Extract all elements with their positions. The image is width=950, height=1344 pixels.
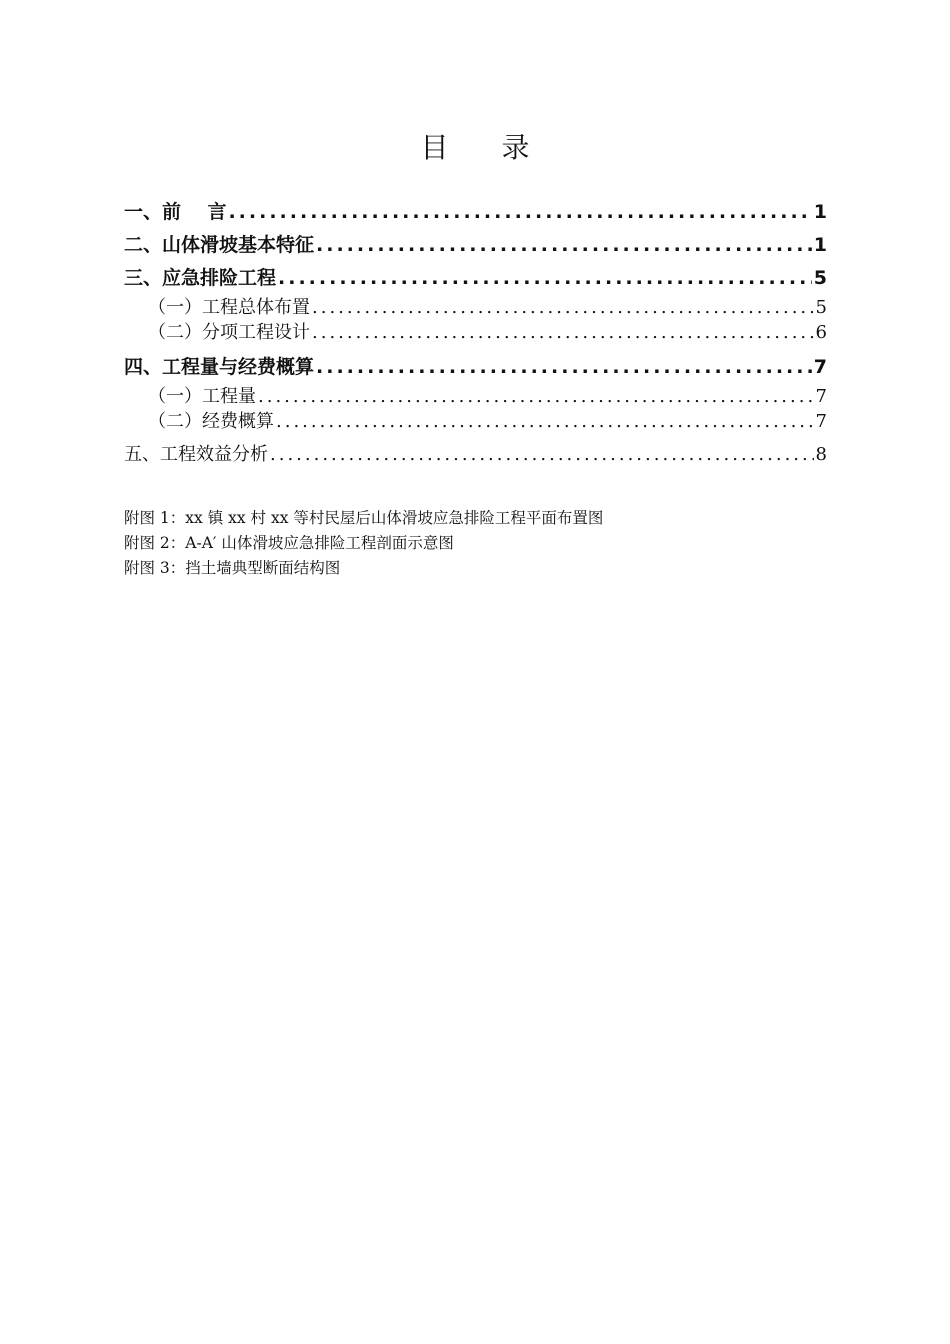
toc-page-number: 7: [813, 356, 827, 378]
toc-dot-leader: [274, 409, 814, 434]
toc-title: 目 录: [420, 131, 552, 164]
toc-dot-leader: [310, 320, 814, 345]
appendix-list: [124, 506, 827, 581]
toc-entry-overall-layout[interactable]: [124, 295, 827, 320]
toc-entry-label: （一）工程总体布置: [148, 297, 310, 318]
toc-page-number: 7: [815, 386, 827, 407]
toc-entry-label: 二、山体滑坡基本特征: [124, 234, 315, 256]
toc-entry-quantities[interactable]: [124, 384, 827, 409]
toc-page-number: 1: [813, 201, 827, 223]
toc-entry-emergency-works[interactable]: [124, 262, 827, 295]
toc-page-number: 1: [813, 234, 827, 256]
toc-dot-leader: [314, 351, 812, 384]
toc-entry-quantities-budget[interactable]: [124, 351, 827, 384]
toc-entry-label: （二）分项工程设计: [148, 322, 310, 343]
toc-entry-budget[interactable]: [124, 409, 827, 434]
toc-entry-label: 四、工程量与经费概算: [124, 356, 315, 378]
toc-dot-leader: [268, 438, 814, 471]
toc-page-number: 8: [815, 444, 827, 465]
toc-entry-preface[interactable]: [124, 196, 827, 229]
toc-dot-leader: [276, 262, 812, 295]
toc-entry-label: （二）经费概算: [148, 411, 274, 432]
toc-entry-label: （一）工程量: [148, 386, 256, 407]
toc-entry-label: 一、前 言: [124, 201, 227, 223]
toc-dot-leader: [256, 384, 814, 409]
appendix-item: 附图 1：xx 镇 xx 村 xx 等村民屋后山体滑坡应急排险工程平面布置图: [124, 509, 604, 527]
toc-dot-leader: [314, 229, 812, 262]
toc-dot-leader: [310, 295, 814, 320]
toc-page-number: 5: [813, 267, 827, 289]
appendix-item: 附图 3：挡土墙典型断面结构图: [124, 559, 341, 577]
toc-dot-leader: [226, 196, 811, 229]
toc-entry-label: 五、工程效益分析: [124, 444, 268, 465]
toc-page-number: 7: [815, 411, 827, 432]
toc-page-number: 5: [815, 297, 827, 318]
toc-entry-benefit-analysis[interactable]: [124, 438, 827, 471]
toc-entry-landslide-features[interactable]: [124, 229, 827, 262]
toc-entry-sub-design[interactable]: [124, 320, 827, 345]
appendix-item: 附图 2：A-A′ 山体滑坡应急排险工程剖面示意图: [124, 534, 454, 552]
toc-page-number: 6: [815, 322, 827, 343]
toc-entry-label: 三、应急排险工程: [124, 267, 277, 289]
table-of-contents: [124, 196, 827, 471]
